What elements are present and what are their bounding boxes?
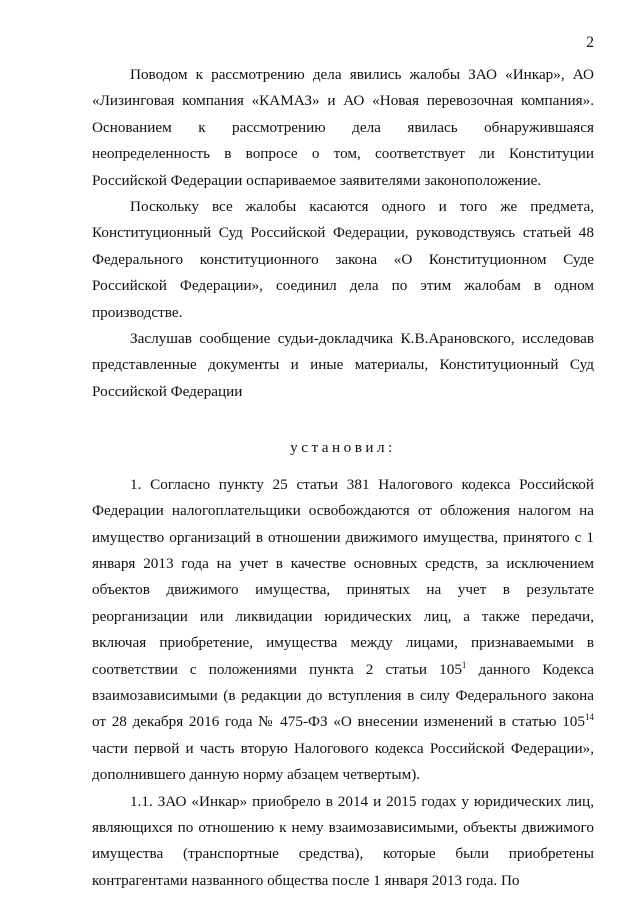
paragraph-complaints: Поводом к рассмотрению дела явились жалобы ЗАО «Инкар», АО «Лизинговая компания «КАМАЗ» и АО «Новая перевозочная компания». Основанием к рассмотрению дела явилась обнаружившаяся неопределенность в вопросе о том, соответствует ли Конституции Российской Федерации оспариваемое заявителями законоположение. [92,66,594,189]
paragraph-point-1-text-c: части первой и часть вторую Налогового кодекса Российской Федерации», дополнившего данную норму абзацем четвертым). [92,739,594,784]
paragraph-point-1-text-a: 1. Согласно пункту 25 статьи 381 Налогового кодекса Российской Федерации налогоплательщики освобождаются от обложения налогом на имущество организаций в отношении движимого имущества, принятого с 1 января 2013 года на учет в качестве основных средств, за исключением объектов движимого имущества, принятых на учет в результате реорганизации или ликвидации юридических лиц, а также передачи, включая приобретение, имущества между лицами, признаваемыми в соответствии с положениями пункта 2 статьи 105 [92,475,594,678]
paragraph-point-1-text-b: данного Кодекса взаимозависимыми (в редакции до вступления в силу Федерального закона от 28 декабря 2016 года № 475-ФЗ «О внесении изменений в статью 105 [92,660,595,731]
paragraph-joinder: Поскольку все жалобы касаются одного и того же предмета, Конституционный Суд Российской Федерации, руководствуясь статьей 48 Федерального конституционного закона «О Конституционном Суде Российской Федерации», соединил дела по этим жалобам в одном производстве. [92,198,594,321]
superscript-article-105-1: 1 [461,659,467,670]
paragraph-point-1 [92,472,594,789]
section-heading: установил: [290,439,396,457]
superscript-article-105-14: 14 [585,712,594,723]
paragraph-hearing: Заслушав сообщение судьи-докладчика К.В.Арановского, исследовав представленные документы и иные материалы, Конституционный Суд Российской Федерации [92,330,594,400]
page-number: 2 [586,34,594,51]
paragraph-point-1-1: 1.1. ЗАО «Инкар» приобрело в 2014 и 2015 годах у юридических лиц, являющихся по отношению к нему взаимозависимыми, объекты движимого имущества (транспортные средства), которые были приобретены контрагентами названного общества после 1 января 2013 года. По [92,792,594,889]
document-body [92,62,594,894]
